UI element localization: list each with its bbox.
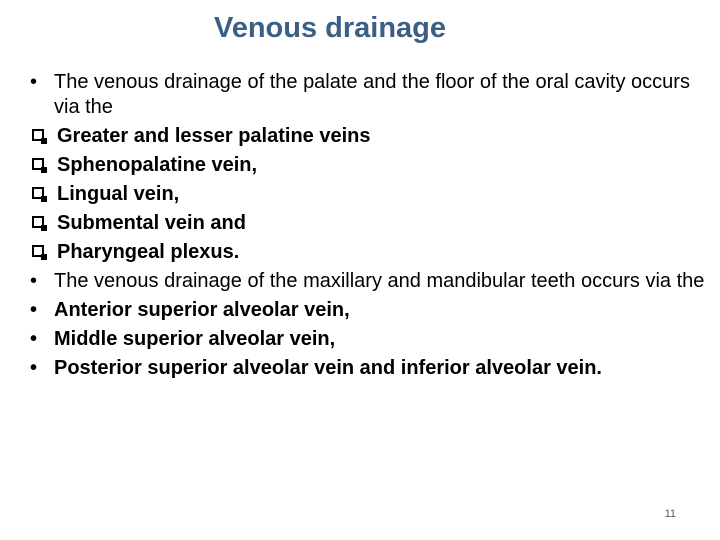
list-item (26, 153, 706, 178)
list-item (26, 211, 706, 236)
bullet-icon: • (30, 357, 38, 379)
list-item-text: Greater and lesser palatine veins (57, 125, 371, 147)
list-item (26, 70, 706, 120)
list-item-text: Posterior superior alveolar vein and inferior alveolar vein. (54, 357, 602, 379)
checkbox-bullet-icon (32, 245, 44, 257)
bullet-icon: • (30, 299, 38, 321)
list-item-text: The venous drainage of the maxillary and mandibular teeth occurs via the (54, 270, 705, 292)
list-item (26, 269, 706, 294)
checkbox-bullet-icon (32, 187, 44, 199)
list-item-text: Sphenopalatine vein, (57, 154, 258, 176)
bullet-icon: • (30, 71, 38, 93)
bullet-icon: • (30, 270, 38, 292)
checkbox-bullet-icon (32, 158, 44, 170)
page-number: 11 (664, 508, 676, 520)
list-item (26, 240, 706, 265)
list-item (26, 124, 706, 149)
list-item-text: Middle superior alveolar vein, (54, 328, 336, 350)
bullet-icon: • (30, 328, 38, 350)
slide-content (26, 70, 706, 381)
slide-title: Venous drainage (213, 12, 447, 44)
list-item (26, 182, 706, 207)
list-item (26, 298, 706, 323)
list-item-text: The venous drainage of the palate and the floor of the oral cavity occurs via the (54, 71, 690, 118)
checkbox-bullet-icon (32, 129, 44, 141)
list-item (26, 356, 706, 381)
list-item-text: Lingual vein, (57, 183, 180, 205)
list-item (26, 327, 706, 352)
checkbox-bullet-icon (32, 216, 44, 228)
list-item-text: Submental vein and (57, 212, 246, 234)
list-item-text: Anterior superior alveolar vein, (54, 299, 350, 321)
list-item-text: Pharyngeal plexus. (57, 241, 240, 263)
